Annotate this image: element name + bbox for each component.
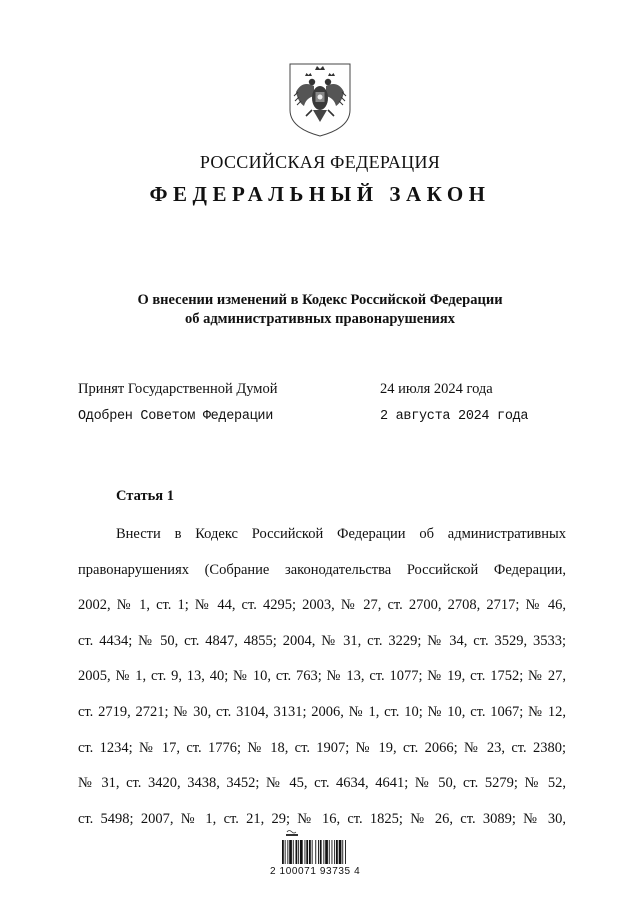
law-title-line-2: об административных правонарушениях <box>184 311 456 327</box>
article-line: ст. 1234; № 17, ст. 1776; № 18, ст. 1907; № 19, ст. 2066; № 23, ст. 2380; <box>78 739 566 756</box>
duma-label: Принят Государственной Думой <box>78 381 278 397</box>
coat-of-arms-icon <box>288 62 352 138</box>
article-line: № 31, ст. 3420, 3438, 3452; № 45, ст. 4634, 4641; № 50, ст. 5279; № 52, <box>78 775 566 792</box>
article-line: правонарушениях (Собрание законодательства Российской Федерации, <box>78 561 566 578</box>
law-title-line-1: О внесении изменений в Кодекс Российской Федерации <box>137 292 503 308</box>
article-line: 2002, № 1, ст. 1; № 44, ст. 4295; 2003, № 27, ст. 2700, 2708, 2717; № 46, <box>78 597 566 614</box>
barcode-number: 2 100071 93735 4 <box>270 866 361 877</box>
article-line: Внести в Кодекс Российской Федерации об административных <box>116 526 566 542</box>
duma-date: 24 июля 2024 года <box>380 381 493 397</box>
printing-house-mark-icon <box>286 831 298 837</box>
council-date: 2 августа 2024 года <box>380 409 529 424</box>
article-line: ст. 2719, 2721; № 30, ст. 3104, 3131; 2006, № 1, ст. 10; № 10, ст. 1067; № 12, <box>78 703 566 720</box>
law-title <box>0 291 640 329</box>
country-name: РОССИЙСКАЯ ФЕДЕРАЦИЯ <box>199 152 441 172</box>
council-label: Одобрен Советом Федерации <box>78 409 274 424</box>
article-heading: Статья 1 <box>116 488 174 504</box>
article-line: ст. 4434; № 50, ст. 4847, 4855; 2004, № 31, ст. 3229; № 34, ст. 3529, 3533; <box>78 632 566 649</box>
document-type: ФЕДЕРАЛЬНЫЙ ЗАКОН <box>149 182 491 206</box>
article-body <box>78 517 566 837</box>
article-line: ст. 5498; 2007, № 1, ст. 21, 29; № 16, ст. 1825; № 26, ст. 3089; № 30, <box>78 810 566 827</box>
article-line: 2005, № 1, ст. 9, 13, 40; № 10, ст. 763; № 13, ст. 1077; № 19, ст. 1752; № 27, <box>78 668 566 685</box>
